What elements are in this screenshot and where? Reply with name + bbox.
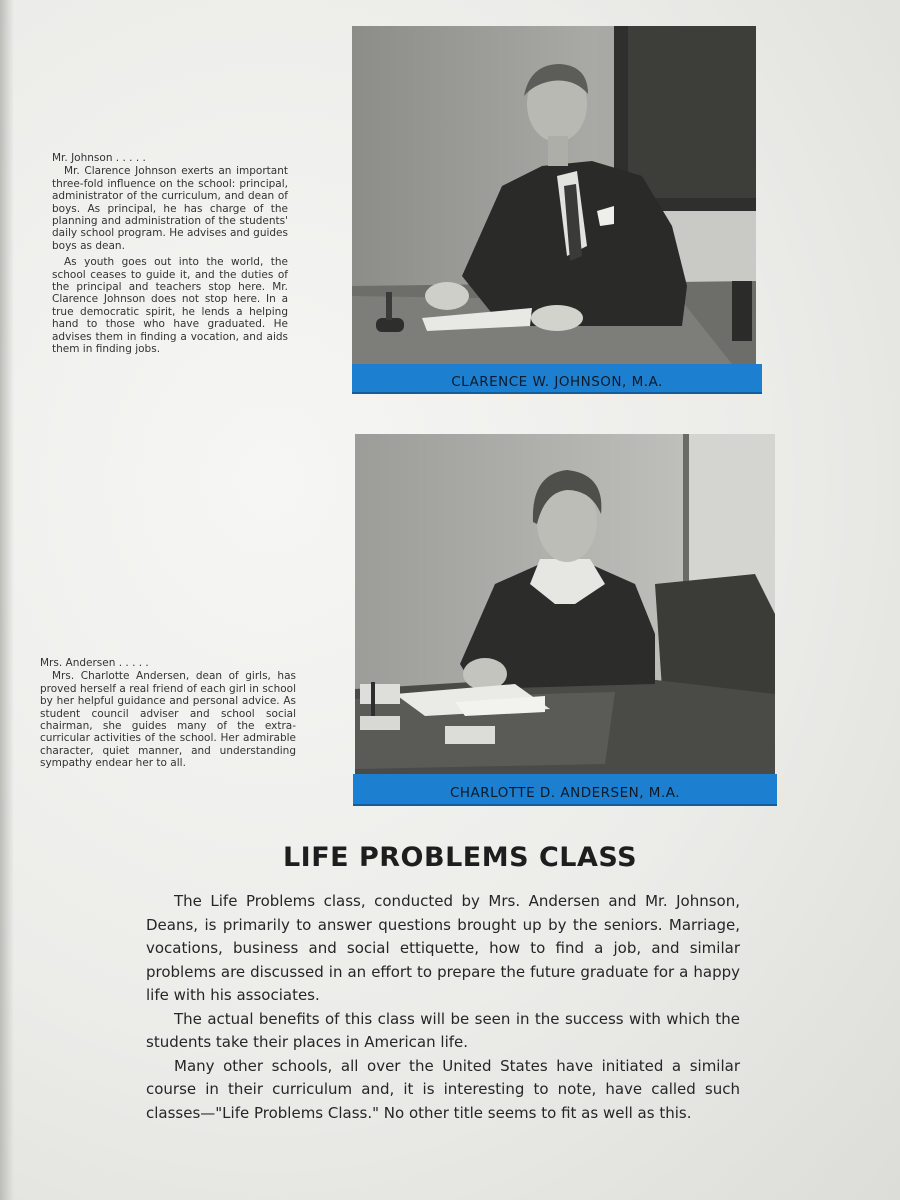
article-paragraph: The actual benefits of this class will be seen in the success with which the students take their places in American life. [146, 1009, 740, 1051]
page-binding-shadow [0, 0, 14, 1200]
bio-paragraph: Mrs. Charlotte Andersen, dean of girls, has proved herself a real friend of each girl in school by her helpful guidance and personal advice. As student council adviser and school social chairman, she guides many of the extra-curricular activities of the school. Her admirable character, quiet manner, and understanding sympathy endear her to all. [40, 670, 296, 770]
johnson-photo [352, 26, 756, 364]
article-body [146, 890, 740, 1125]
bio-paragraph: As youth goes out into the world, the school ceases to guide it, and the duties of the principal and teachers stop here. Mr. Clarence Johnson does not stop here. In a true democratic spirit, he lends a helping hand to those who have graduated. He advises them in finding a vocation, and aids them in finding jobs. [52, 256, 288, 356]
bio-johnson [52, 152, 288, 356]
article-heading: LIFE PROBLEMS CLASS [282, 842, 638, 873]
andersen-photo [355, 434, 775, 774]
article-paragraph: Many other schools, all over the United States have initiated a similar course in their curriculum and, it is interesting to note, have called such classes—"Life Problems Class." No other title seems to fit as well as this. [146, 1056, 740, 1122]
bio-name-line: Mrs. Andersen . . . . . [40, 657, 149, 669]
bio-andersen [40, 657, 296, 770]
article-paragraph: The Life Problems class, conducted by Mrs. Andersen and Mr. Johnson, Deans, is primarily to answer questions brought up by the seniors. Marriage, vocations, business and social ettiquette, how to find a job, and similar problems are discussed in an effort to prepare the future graduate for a happy life with his associates. [146, 892, 740, 1004]
caption-johnson: CLARENCE W. JOHNSON, M.A. [352, 364, 762, 394]
caption-andersen: CHARLOTTE D. ANDERSEN, M.A. [353, 774, 777, 806]
bio-paragraph: Mr. Clarence Johnson exerts an important three-fold influence on the school: principal, administrator of the curriculum, and dean of boys. As principal, he has charge of the planning and administration of the students' daily school program. He advises and guides boys as dean. [52, 165, 288, 252]
bio-name-line: Mr. Johnson . . . . . [52, 152, 146, 164]
